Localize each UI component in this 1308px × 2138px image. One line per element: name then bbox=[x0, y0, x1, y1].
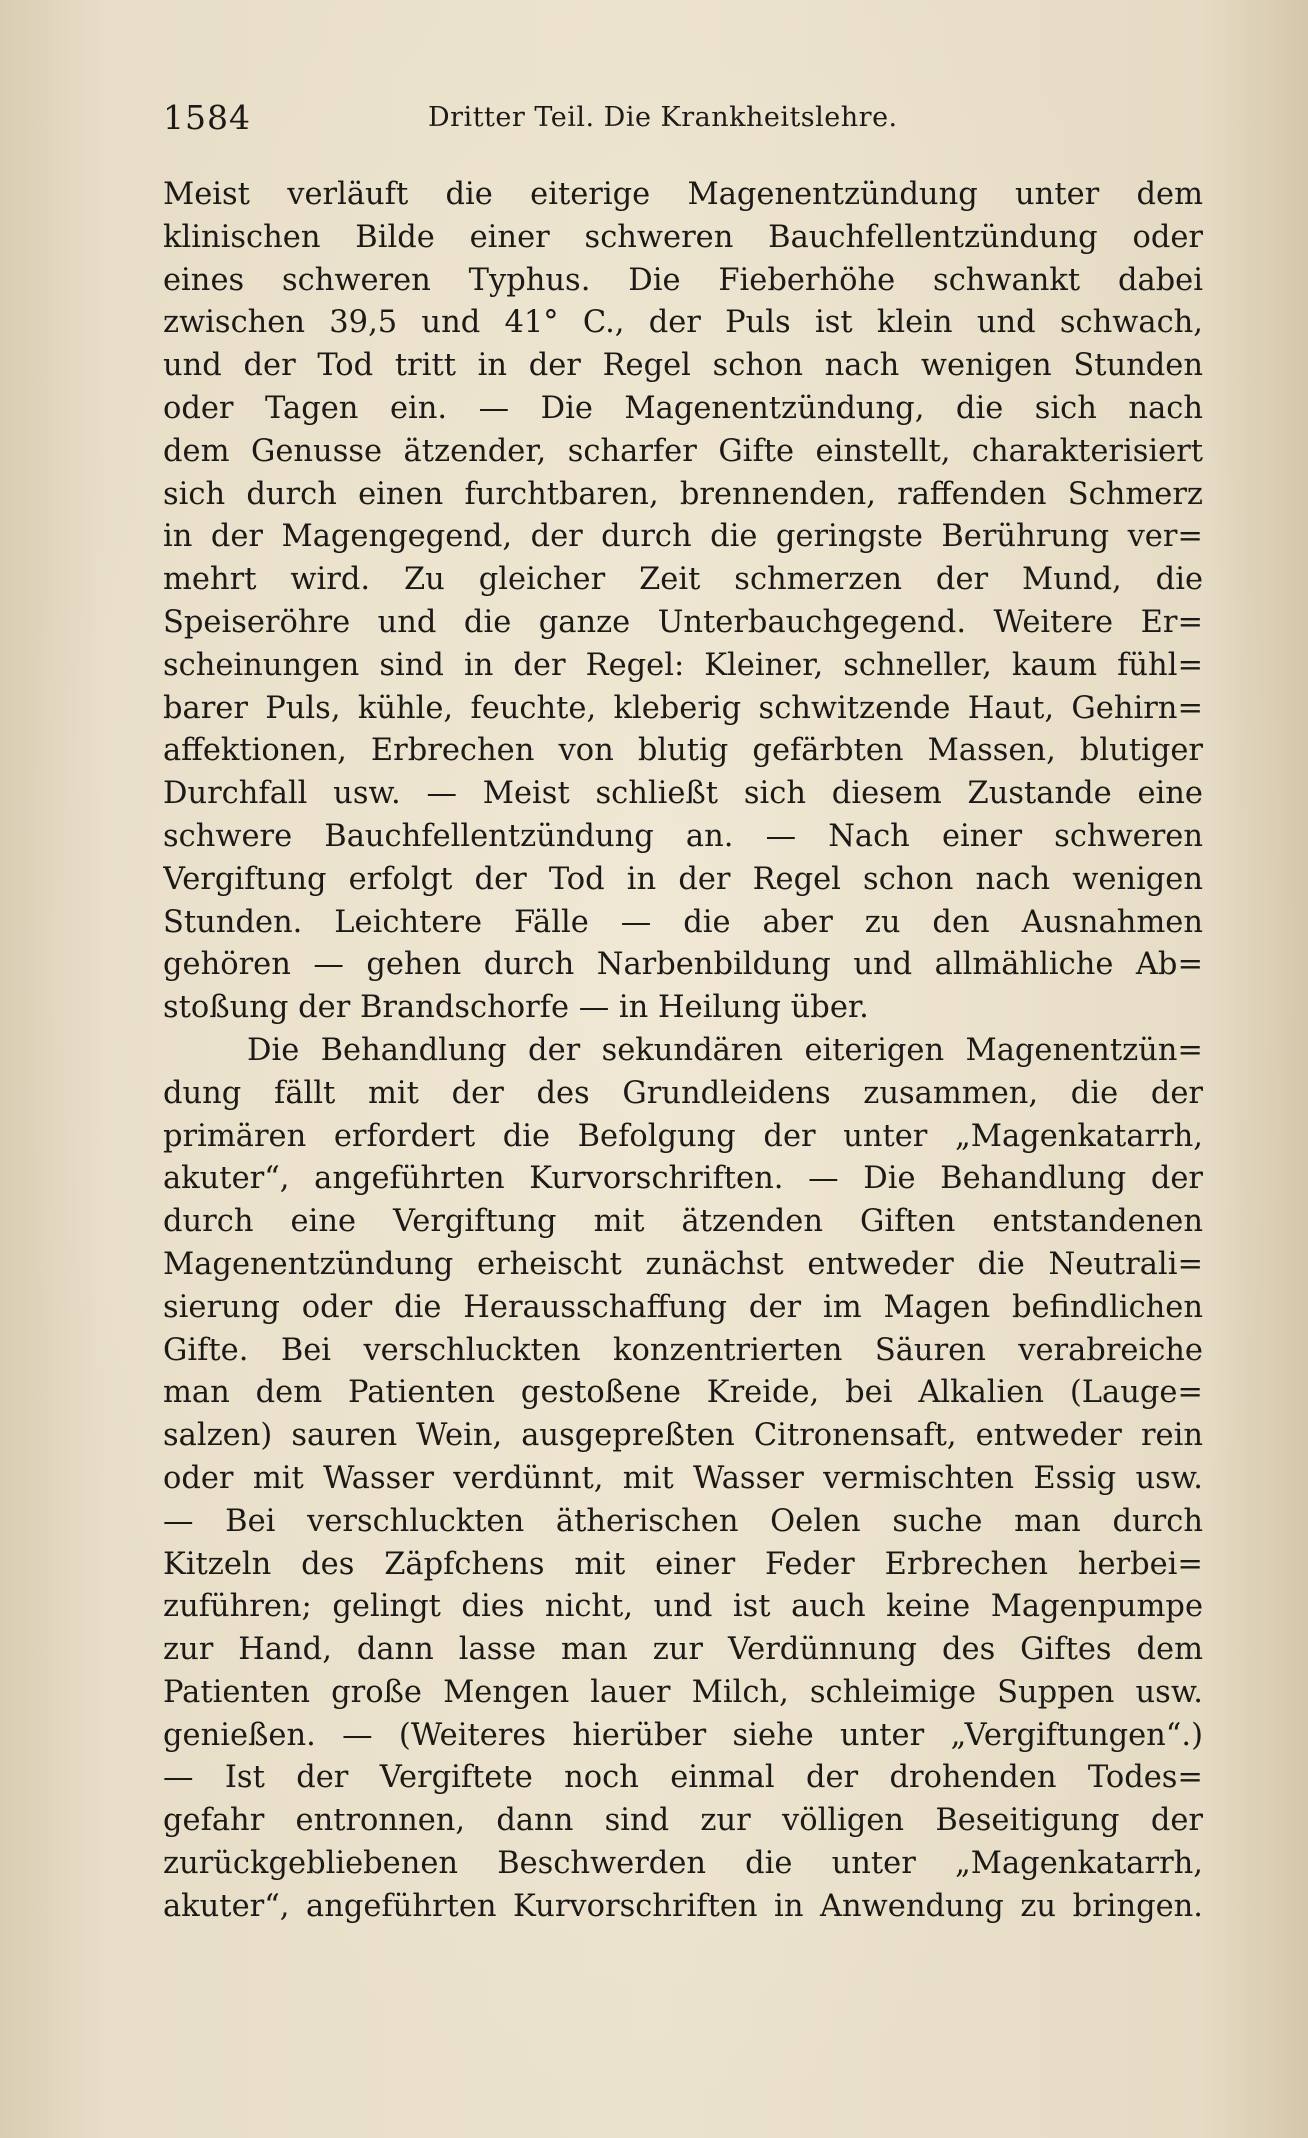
page-header bbox=[163, 96, 1203, 140]
text-line: barer Puls, kühle, feuchte, kleberig schwitzende Haut, Gehirn= bbox=[163, 690, 1203, 726]
text-line: affektionen, Erbrechen von blutig gefärbten Massen, blutiger bbox=[163, 733, 1203, 769]
text-line: akuter“, angeführten Kurvorschriften. — Die Behandlung der bbox=[163, 1161, 1203, 1197]
text-line: sich durch einen furchtbaren, brennenden, raffenden Schmerz bbox=[163, 476, 1203, 512]
text-line: gehören — gehen durch Narbenbildung und allmähliche Ab= bbox=[163, 947, 1203, 983]
text-line: sierung oder die Herausschaffung der im Magen befindlichen bbox=[163, 1289, 1203, 1325]
text-line: Gifte. Bei verschluckten konzentrierten Säuren verabreiche bbox=[163, 1332, 1203, 1368]
text-line: dung fällt mit der des Grundleidens zusammen, die der bbox=[163, 1075, 1203, 1111]
text-line: stoßung der Brandschorfe — in Heilung über. bbox=[163, 990, 869, 1026]
text-line: primären erfordert die Befolgung der unter „Magenkatarrh, bbox=[163, 1118, 1203, 1154]
text-line: — Ist der Vergiftete noch einmal der drohenden Todes= bbox=[163, 1760, 1203, 1796]
text-line: zwischen 39,5 und 41° C., der Puls ist klein und schwach, bbox=[163, 305, 1203, 341]
text-line: klinischen Bilde einer schweren Bauchfellentzündung oder bbox=[163, 219, 1203, 255]
text-line: scheinungen sind in der Regel: Kleiner, schneller, kaum fühl= bbox=[163, 647, 1203, 683]
text-line: Speiseröhre und die ganze Unterbauchgegend. Weitere Er= bbox=[163, 604, 1203, 640]
text-line: genießen. — (Weiteres hierüber siehe unter „Vergiftungen“.) bbox=[163, 1717, 1203, 1753]
text-line: oder mit Wasser verdünnt, mit Wasser vermischten Essig usw. bbox=[163, 1460, 1203, 1496]
text-line: gefahr entronnen, dann sind zur völligen Beseitigung der bbox=[163, 1803, 1203, 1839]
text-line: Die Behandlung der sekundären eiterigen Magenentzün= bbox=[247, 1032, 1203, 1068]
text-line: eines schweren Typhus. Die Fieberhöhe schwankt dabei bbox=[163, 262, 1203, 298]
text-line: durch eine Vergiftung mit ätzenden Giften entstandenen bbox=[163, 1204, 1203, 1240]
text-line: akuter“, angeführten Kurvorschriften in Anwendung zu bringen. bbox=[163, 1888, 1203, 1924]
text-line: Magenentzündung erheischt zunächst entweder die Neutrali= bbox=[163, 1246, 1203, 1282]
page-number: 1584 bbox=[163, 98, 251, 137]
text-line: und der Tod tritt in der Regel schon nach wenigen Stunden bbox=[163, 348, 1203, 384]
text-line: zur Hand, dann lasse man zur Verdünnung des Giftes dem bbox=[163, 1632, 1203, 1668]
running-head: Dritter Teil. Die Krankheitslehre. bbox=[428, 102, 898, 133]
text-line: dem Genusse ätzender, scharfer Gifte einstellt, charakterisiert bbox=[163, 433, 1203, 469]
text-line: zurückgebliebenen Beschwerden die unter „Magenkatarrh, bbox=[163, 1846, 1203, 1882]
text-line: — Bei verschluckten ätherischen Oelen suche man durch bbox=[163, 1503, 1203, 1539]
text-line: Stunden. Leichtere Fälle — die aber zu den Ausnahmen bbox=[163, 904, 1203, 940]
text-line: mehrt wird. Zu gleicher Zeit schmerzen der Mund, die bbox=[163, 562, 1203, 598]
text-line: Vergiftung erfolgt der Tod in der Regel schon nach wenigen bbox=[163, 861, 1203, 897]
text-line: Durchfall usw. — Meist schließt sich diesem Zustande eine bbox=[163, 776, 1203, 812]
text-line: salzen) sauren Wein, ausgepreßten Citronensaft, entweder rein bbox=[163, 1418, 1203, 1454]
text-line: oder Tagen ein. — Die Magenentzündung, die sich nach bbox=[163, 390, 1203, 426]
text-line: in der Magengegend, der durch die geringste Berührung ver= bbox=[163, 519, 1203, 555]
text-line: Kitzeln des Zäpfchens mit einer Feder Erbrechen herbei= bbox=[163, 1546, 1203, 1582]
text-line: Meist verläuft die eiterige Magenentzündung unter dem bbox=[163, 177, 1203, 212]
text-line: schwere Bauchfellentzündung an. — Nach einer schweren bbox=[163, 818, 1203, 854]
text-line: man dem Patienten gestoßene Kreide, bei Alkalien (Lauge= bbox=[163, 1375, 1203, 1411]
text-line: Patienten große Mengen lauer Milch, schleimige Suppen usw. bbox=[163, 1674, 1203, 1710]
text-line: zuführen; gelingt dies nicht, und ist auch keine Magenpumpe bbox=[163, 1589, 1203, 1625]
body-text bbox=[163, 174, 1203, 1929]
